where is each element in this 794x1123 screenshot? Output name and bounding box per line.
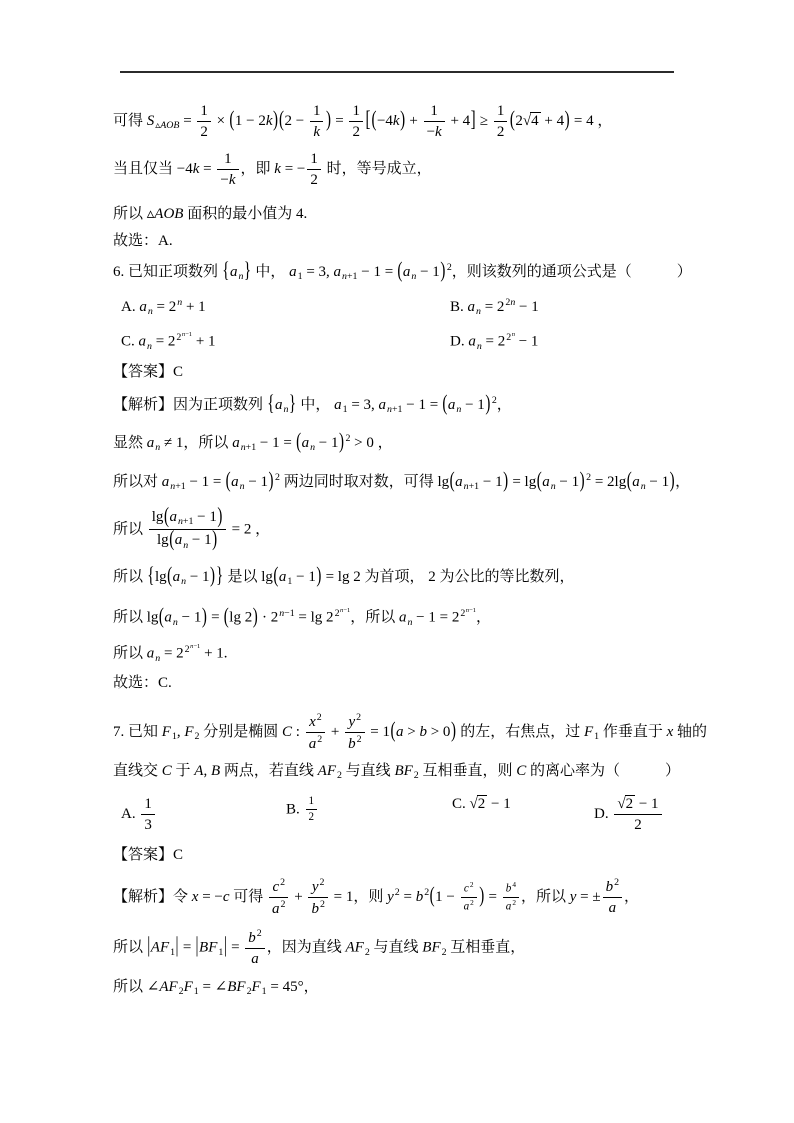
q7-answer: 【答案】C: [113, 847, 184, 863]
q7-stem-line-2: 直线交 C 于 A, B 两点，若直线 $AF_2$ 与直线 $BF_2$ 互相垂直，则 C 的离心率为（ ）: [113, 763, 680, 782]
q7-option-c: C. √2 − 1: [452, 796, 511, 812]
q6-choice: 故选：C.: [113, 675, 172, 691]
q6-option-b: B. $a_n = 2^{2n} - 1$: [450, 297, 539, 318]
q6-option-a: A. $a_n = 2^n + 1$: [121, 297, 206, 318]
q5-solution-area-inequality: 可得 $S_{▵AOB}$ = $\frac{1}{2}$ × (1 − 2k)(2 − $\frac{1}{k}$ ) = $\frac{1}{2}$ [(−4k) + $\frac{1}{-k}$ + 4] ≥ $\frac{1}{2}$ (2√4 + 4) = 4 ，: [113, 103, 613, 140]
q6-options-row-2: [113, 331, 781, 355]
q7-analysis-substitute: 【解析】令 x = −c 可得 $\frac{c^2}{a^2}$ + $\frac{y^2}{b^2}$ = 1，则 $y^2 = b^2(1$ − $\frac{c^2}{a^2}$ ) = $\frac{b^4}{a^2}$ ，所以 y = ± $\frac{b^2}{a}$ ，: [113, 877, 640, 917]
q7-options-row: [113, 795, 781, 839]
q6-option-d: D. $a_n = 2^{2^n} - 1$: [450, 331, 539, 352]
q7-option-a: A. $\frac{1}{3}$: [121, 795, 157, 834]
q5-solution-min-area: 所以 ▵AOB 面积的最小值为 4.: [113, 206, 308, 222]
q6-answer: 【答案】C: [113, 364, 184, 380]
q6-option-c: C. $a_n = 2^{2^{n-1}} + 1$: [121, 331, 216, 352]
header-rule: [120, 71, 674, 73]
q6-analysis-positivity: 显然 $a_n \ne 1$，所以 $a_{n+1} - 1 = (a_n - 1) ^2 > 0$ ，: [113, 430, 393, 454]
q7-stem-line-1: 7. 已知 $F_1$, $F_2$ 分别是椭圆 C : $\frac{x^2}{a^2}$ + $\frac{y^2}{b^2}$ = 1(a > b > 0) 的左，右焦点，过 $F_1$ 作垂直于 x 轴的: [113, 712, 708, 752]
q7-option-b: B. $\frac{1}{2}$: [286, 795, 319, 825]
q5-choice: 故选：A.: [113, 233, 173, 249]
q7-analysis-focal-chord: 所以 $|AF_1| = |BF_1|$ = $\frac{b^2}{a}$ ，因为直线 $AF_2$ 与直线 $BF_2$ 互相垂直，: [113, 928, 526, 967]
q6-analysis-given: 【解析】因为正项数列 $\{a_n\}$ 中， $a_1 = 3$, $a_{n+1} - 1 = (a_n - 1)$ $^2$，: [113, 392, 512, 416]
q6-analysis-general-term: 所以 $a_n = 2^{2^{n-1}} + 1$.: [113, 643, 228, 664]
q6-analysis-ratio: 所以 $\frac{\lg(a_{n+1} - 1)}{\lg(a_n - 1)}$ = 2 ，: [113, 504, 271, 552]
q6-analysis-take-log: 所以对 $a_{n+1} - 1 = (a_n - 1)$ $^2$ 两边同时取对数，可得 $\lg(a_{n+1} - 1) = \lg(a_n - 1) ^2 = 2\lg(a_n - 1)$，: [113, 469, 691, 493]
q7-analysis-angles: 所以 $\angle AF_2F_1$ = $\angle BF_2F_1 = 45^\circ$，: [113, 979, 319, 998]
q6-stem: 6. 已知正项数列 $\{a_n\}$ 中， $a_1 = 3$, $a_{n+1} - 1 = (a_n - 1)$ $^2$，则该数列的通项公式是（ ）: [113, 259, 692, 283]
q6-analysis-general-log: 所以 $\lg(a_n - 1) = (\lg$ $2) \cdot 2^{n-1} = \lg 2^{2^{n-1}}$，所以 $a_n - 1 = 2^{2^{n-1}}$，: [113, 605, 491, 629]
q6-analysis-geometric-seq: 所以 $\{\lg(a_n - 1)\}$ 是以 $\lg(a_1 - 1) = \lg 2$ 为首项， 2 为公比的等比数列，: [113, 564, 575, 589]
q5-solution-equality-condition: 当且仅当 −4k = $\frac{1}{-k}$ ，即 k = − $\frac{1}{2}$ 时，等号成立，: [113, 151, 432, 188]
q7-option-d: D. $\frac{√2 - 1}{2}$: [594, 795, 664, 834]
q6-options-row-1: [113, 297, 781, 321]
